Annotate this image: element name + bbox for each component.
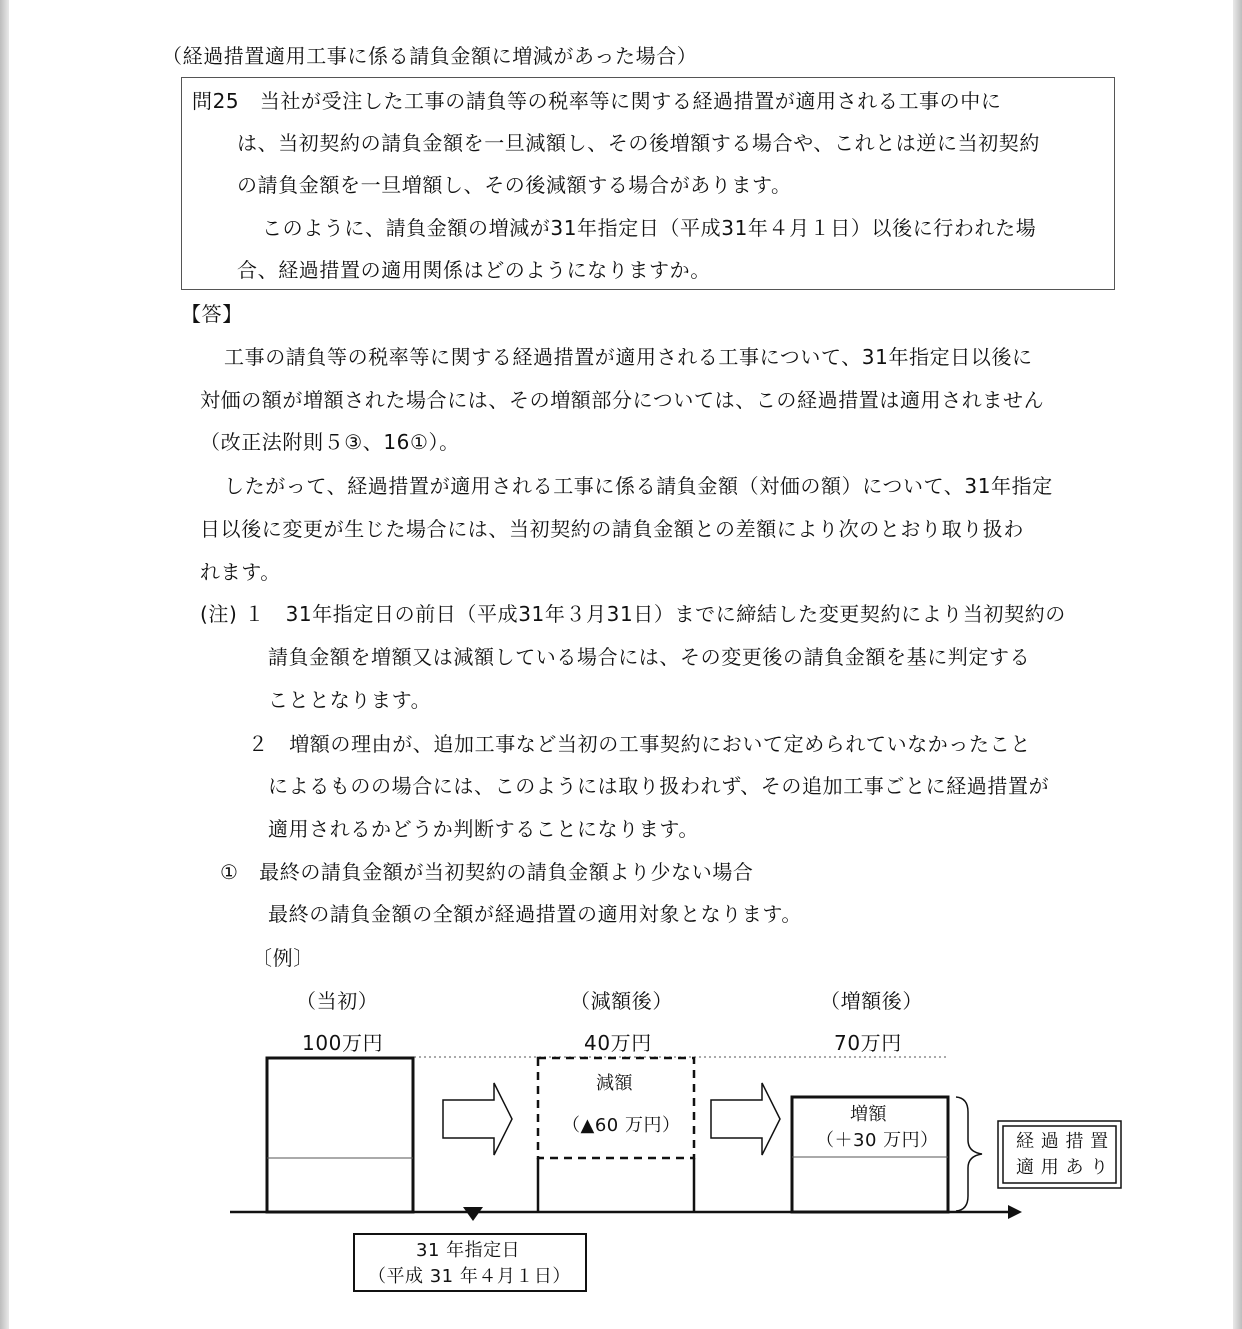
timeline-arrowhead-icon	[1008, 1205, 1022, 1219]
answer-heading: 【答】	[181, 302, 243, 326]
arrow-right-icon	[711, 1083, 780, 1155]
reduction-label: 減額	[596, 1073, 633, 1094]
note-line: ２ 増額の理由が、追加工事など当初の工事契約において定められていなかったこと	[248, 732, 1031, 756]
example-label: 〔例〕	[252, 946, 314, 970]
question-line: は、当初契約の請負金額を一旦減額し、その後増額する場合や、これとは逆に当初契約	[237, 131, 1040, 155]
note-line: (注) １ 31年指定日の前日（平成31年３月31日）までに締結した変更契約により当初契約の	[200, 602, 1066, 626]
case-title: ① 最終の請負金額が当初契約の請負金額より少ない場合	[220, 860, 754, 884]
stage-label-initial: （当初）	[296, 989, 379, 1013]
stage-label-reduced: （減額後）	[570, 989, 673, 1013]
brace-icon	[956, 1097, 982, 1211]
note-line: こととなります。	[268, 688, 432, 712]
case-body: 最終の請負金額の全額が経過措置の適用対象となります。	[268, 902, 802, 926]
arrow-right-icon	[443, 1083, 512, 1155]
answer-paragraph-line: 工事の請負等の税率等に関する経過措置が適用される工事について、31年指定日以後に	[224, 345, 1033, 369]
question-line: の請負金額を一旦増額し、その後減額する場合があります。	[237, 173, 792, 197]
stage-amount-reduced: 40万円	[584, 1031, 652, 1055]
stage-amount-increased: 70万円	[834, 1031, 902, 1055]
date-line: （平成 31 年４月１日）	[368, 1266, 571, 1287]
bar-reduced	[538, 1158, 694, 1212]
answer-paragraph-line: （改正法附則５③、16①）。	[200, 430, 460, 454]
question-line: このように、請負金額の増減が31年指定日（平成31年４月１日）以後に行われた場	[262, 216, 1037, 240]
answer-paragraph-line: したがって、経過措置が適用される工事に係る請負金額（対価の額）について、31年指定	[224, 474, 1053, 498]
stage-amount-initial: 100万円	[302, 1031, 384, 1055]
reduction-amount: （▲60 万円）	[562, 1115, 681, 1136]
answer-paragraph-line: 日以後に変更が生じた場合には、当初契約の請負金額との差額により次のとおり取り扱わ	[200, 517, 1024, 541]
note-line: 適用されるかどうか判断することになります。	[268, 817, 699, 841]
section-title: （経過措置適用工事に係る請負金額に増減があった場合）	[162, 44, 698, 68]
note-line: 請負金額を増額又は減額している場合には、その変更後の請負金額を基に判定する	[268, 645, 1031, 669]
note-line: によるものの場合には、このようには取り扱われず、その追加工事ごとに経過措置が	[268, 774, 1050, 798]
answer-paragraph-line: 対価の額が増額された場合には、その増額部分については、この経過措置は適用されません	[200, 388, 1045, 412]
bar-initial	[267, 1058, 413, 1212]
date-line: 31 年指定日	[416, 1240, 521, 1261]
question-line: 問25 当社が受注した工事の請負等の税率等に関する経過措置が適用される工事の中に	[192, 89, 1002, 113]
question-line: 合、経過措置の適用関係はどのようになりますか。	[237, 258, 711, 282]
answer-paragraph-line: れます。	[200, 560, 281, 584]
result-line: 適 用 あ り	[1016, 1157, 1109, 1178]
result-line: 経 過 措 置	[1016, 1131, 1109, 1152]
date-marker-icon	[463, 1207, 483, 1221]
increase-amount: （＋30 万円）	[816, 1130, 939, 1151]
increase-label: 増額	[850, 1104, 887, 1125]
stage-label-increased: （増額後）	[820, 989, 923, 1013]
